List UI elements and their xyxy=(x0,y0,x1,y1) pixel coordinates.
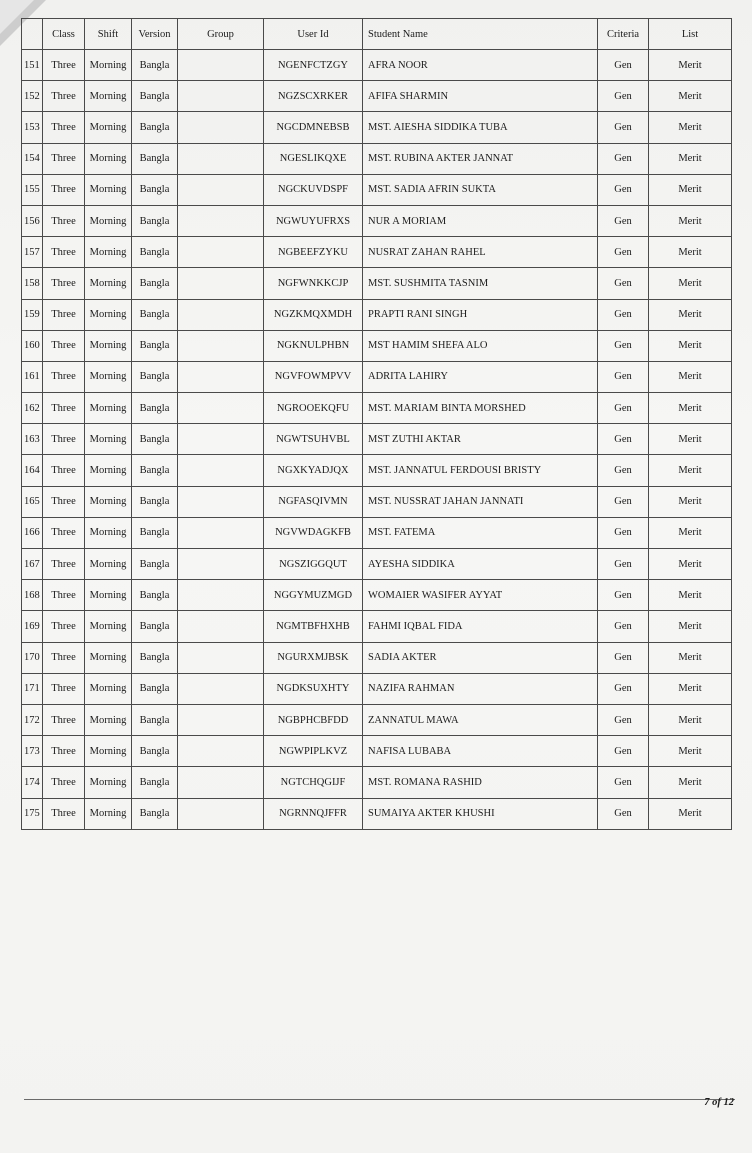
cell-class: Three xyxy=(43,767,85,798)
cell-user-id: NGXKYADJQX xyxy=(264,455,363,486)
cell-class: Three xyxy=(43,642,85,673)
cell-version: Bangla xyxy=(132,611,178,642)
cell-criteria: Gen xyxy=(598,673,649,704)
cell-criteria: Gen xyxy=(598,237,649,268)
cell-serial: 164 xyxy=(22,455,43,486)
cell-version: Bangla xyxy=(132,580,178,611)
table-row xyxy=(22,237,732,268)
cell-serial: 174 xyxy=(22,767,43,798)
cell-user-id: NGFASQIVMN xyxy=(264,486,363,517)
cell-group xyxy=(178,268,264,299)
table-row xyxy=(22,549,732,580)
table-row xyxy=(22,517,732,548)
cell-class: Three xyxy=(43,50,85,81)
table-row xyxy=(22,299,732,330)
cell-serial: 172 xyxy=(22,704,43,735)
header-shift: Shift xyxy=(85,19,132,50)
cell-version: Bangla xyxy=(132,143,178,174)
cell-user-id: NGCKUVDSPF xyxy=(264,174,363,205)
cell-student-name: MST. FATEMA xyxy=(363,517,598,548)
cell-student-name: MST. SADIA AFRIN SUKTA xyxy=(363,174,598,205)
header-user-id: User Id xyxy=(264,19,363,50)
table-row xyxy=(22,268,732,299)
table-header-row xyxy=(22,19,732,50)
cell-group xyxy=(178,143,264,174)
cell-user-id: NGZKMQXMDH xyxy=(264,299,363,330)
table-row xyxy=(22,330,732,361)
cell-group xyxy=(178,299,264,330)
cell-criteria: Gen xyxy=(598,611,649,642)
cell-list: Merit xyxy=(649,424,732,455)
cell-user-id: NGSZIGGQUT xyxy=(264,549,363,580)
cell-class: Three xyxy=(43,393,85,424)
cell-serial: 156 xyxy=(22,205,43,236)
cell-version: Bangla xyxy=(132,704,178,735)
page-number: 7 of 12 xyxy=(704,1097,734,1108)
cell-criteria: Gen xyxy=(598,393,649,424)
table-row xyxy=(22,580,732,611)
cell-list: Merit xyxy=(649,736,732,767)
cell-criteria: Gen xyxy=(598,580,649,611)
table-row xyxy=(22,736,732,767)
cell-shift: Morning xyxy=(85,798,132,829)
cell-serial: 154 xyxy=(22,143,43,174)
cell-group xyxy=(178,580,264,611)
cell-version: Bangla xyxy=(132,299,178,330)
cell-user-id: NGTCHQGIJF xyxy=(264,767,363,798)
cell-student-name: NUSRAT ZAHAN RAHEL xyxy=(363,237,598,268)
cell-student-name: AFIFA SHARMIN xyxy=(363,81,598,112)
cell-version: Bangla xyxy=(132,361,178,392)
cell-user-id: NGBEEFZYKU xyxy=(264,237,363,268)
cell-shift: Morning xyxy=(85,549,132,580)
cell-serial: 169 xyxy=(22,611,43,642)
header-criteria: Criteria xyxy=(598,19,649,50)
cell-list: Merit xyxy=(649,299,732,330)
cell-serial: 160 xyxy=(22,330,43,361)
cell-group xyxy=(178,736,264,767)
cell-serial: 151 xyxy=(22,50,43,81)
cell-criteria: Gen xyxy=(598,767,649,798)
table-row xyxy=(22,424,732,455)
table-row xyxy=(22,611,732,642)
cell-user-id: NGCDMNEBSB xyxy=(264,112,363,143)
cell-class: Three xyxy=(43,268,85,299)
cell-serial: 171 xyxy=(22,673,43,704)
cell-group xyxy=(178,393,264,424)
cell-shift: Morning xyxy=(85,736,132,767)
cell-user-id: NGMTBFHXHB xyxy=(264,611,363,642)
cell-shift: Morning xyxy=(85,330,132,361)
cell-student-name: PRAPTI RANI SINGH xyxy=(363,299,598,330)
cell-user-id: NGESLIKQXE xyxy=(264,143,363,174)
cell-student-name: SADIA AKTER xyxy=(363,642,598,673)
cell-student-name: MST. NUSSRAT JAHAN JANNATI xyxy=(363,486,598,517)
cell-user-id: NGURXMJBSK xyxy=(264,642,363,673)
cell-shift: Morning xyxy=(85,611,132,642)
cell-version: Bangla xyxy=(132,767,178,798)
cell-version: Bangla xyxy=(132,81,178,112)
table-row xyxy=(22,50,732,81)
cell-shift: Morning xyxy=(85,361,132,392)
cell-criteria: Gen xyxy=(598,330,649,361)
cell-student-name: NAFISA LUBABA xyxy=(363,736,598,767)
table-row xyxy=(22,143,732,174)
cell-serial: 167 xyxy=(22,549,43,580)
cell-group xyxy=(178,704,264,735)
table-row xyxy=(22,361,732,392)
cell-group xyxy=(178,424,264,455)
cell-class: Three xyxy=(43,798,85,829)
cell-class: Three xyxy=(43,673,85,704)
cell-class: Three xyxy=(43,237,85,268)
cell-list: Merit xyxy=(649,112,732,143)
cell-shift: Morning xyxy=(85,455,132,486)
cell-group xyxy=(178,673,264,704)
cell-shift: Morning xyxy=(85,673,132,704)
cell-serial: 168 xyxy=(22,580,43,611)
cell-group xyxy=(178,50,264,81)
cell-student-name: MST. ROMANA RASHID xyxy=(363,767,598,798)
cell-criteria: Gen xyxy=(598,299,649,330)
cell-class: Three xyxy=(43,112,85,143)
cell-user-id: NGKNULPHBN xyxy=(264,330,363,361)
cell-student-name: MST. SUSHMITA TASNIM xyxy=(363,268,598,299)
cell-student-name: ADRITA LAHIRY xyxy=(363,361,598,392)
cell-criteria: Gen xyxy=(598,455,649,486)
table-body xyxy=(22,50,732,830)
cell-shift: Morning xyxy=(85,486,132,517)
cell-list: Merit xyxy=(649,580,732,611)
cell-list: Merit xyxy=(649,704,732,735)
cell-user-id: NGWTSUHVBL xyxy=(264,424,363,455)
header-list: List xyxy=(649,19,732,50)
cell-serial: 158 xyxy=(22,268,43,299)
cell-group xyxy=(178,517,264,548)
cell-version: Bangla xyxy=(132,50,178,81)
cell-user-id: NGFWNKKCJP xyxy=(264,268,363,299)
cell-shift: Morning xyxy=(85,50,132,81)
cell-version: Bangla xyxy=(132,112,178,143)
cell-serial: 170 xyxy=(22,642,43,673)
cell-criteria: Gen xyxy=(598,268,649,299)
cell-list: Merit xyxy=(649,767,732,798)
cell-version: Bangla xyxy=(132,642,178,673)
cell-student-name: MST ZUTHI AKTAR xyxy=(363,424,598,455)
cell-serial: 152 xyxy=(22,81,43,112)
cell-serial: 175 xyxy=(22,798,43,829)
cell-criteria: Gen xyxy=(598,81,649,112)
cell-group xyxy=(178,767,264,798)
cell-student-name: NUR A MORIAM xyxy=(363,205,598,236)
cell-list: Merit xyxy=(649,50,732,81)
cell-user-id: NGVWDAGKFB xyxy=(264,517,363,548)
cell-shift: Morning xyxy=(85,517,132,548)
cell-list: Merit xyxy=(649,237,732,268)
cell-group xyxy=(178,455,264,486)
cell-version: Bangla xyxy=(132,424,178,455)
table-row xyxy=(22,455,732,486)
cell-student-name: WOMAIER WASIFER AYYAT xyxy=(363,580,598,611)
cell-class: Three xyxy=(43,174,85,205)
header-version: Version xyxy=(132,19,178,50)
cell-criteria: Gen xyxy=(598,736,649,767)
cell-class: Three xyxy=(43,517,85,548)
cell-version: Bangla xyxy=(132,330,178,361)
table-row xyxy=(22,81,732,112)
cell-user-id: NGWPIPLKVZ xyxy=(264,736,363,767)
cell-serial: 165 xyxy=(22,486,43,517)
cell-shift: Morning xyxy=(85,642,132,673)
cell-user-id: NGROOEKQFU xyxy=(264,393,363,424)
cell-class: Three xyxy=(43,704,85,735)
table-row xyxy=(22,393,732,424)
cell-group xyxy=(178,798,264,829)
cell-serial: 161 xyxy=(22,361,43,392)
cell-student-name: MST. MARIAM BINTA MORSHED xyxy=(363,393,598,424)
cell-list: Merit xyxy=(649,611,732,642)
cell-criteria: Gen xyxy=(598,424,649,455)
cell-class: Three xyxy=(43,611,85,642)
cell-shift: Morning xyxy=(85,237,132,268)
cell-version: Bangla xyxy=(132,393,178,424)
cell-shift: Morning xyxy=(85,393,132,424)
cell-version: Bangla xyxy=(132,736,178,767)
merit-list-table xyxy=(21,18,732,830)
cell-shift: Morning xyxy=(85,143,132,174)
header-student-name: Student Name xyxy=(363,19,598,50)
table-row xyxy=(22,112,732,143)
header-class: Class xyxy=(43,19,85,50)
cell-group xyxy=(178,205,264,236)
cell-user-id: NGBPHCBFDD xyxy=(264,704,363,735)
cell-version: Bangla xyxy=(132,673,178,704)
cell-class: Three xyxy=(43,143,85,174)
cell-group xyxy=(178,642,264,673)
cell-version: Bangla xyxy=(132,174,178,205)
cell-criteria: Gen xyxy=(598,704,649,735)
cell-student-name: MST HAMIM SHEFA ALO xyxy=(363,330,598,361)
cell-class: Three xyxy=(43,81,85,112)
cell-serial: 153 xyxy=(22,112,43,143)
cell-student-name: MST. RUBINA AKTER JANNAT xyxy=(363,143,598,174)
cell-group xyxy=(178,330,264,361)
footer-rule xyxy=(24,1099,735,1100)
cell-class: Three xyxy=(43,736,85,767)
cell-shift: Morning xyxy=(85,299,132,330)
cell-criteria: Gen xyxy=(598,205,649,236)
cell-class: Three xyxy=(43,299,85,330)
cell-student-name: ZANNATUL MAWA xyxy=(363,704,598,735)
cell-group xyxy=(178,237,264,268)
cell-list: Merit xyxy=(649,642,732,673)
cell-class: Three xyxy=(43,580,85,611)
table-row xyxy=(22,798,732,829)
cell-serial: 157 xyxy=(22,237,43,268)
cell-user-id: NGWUYUFRXS xyxy=(264,205,363,236)
cell-class: Three xyxy=(43,361,85,392)
cell-user-id: NGRNNQJFFR xyxy=(264,798,363,829)
cell-student-name: FAHMI IQBAL FIDA xyxy=(363,611,598,642)
cell-shift: Morning xyxy=(85,174,132,205)
cell-student-name: MST. AIESHA SIDDIKA TUBA xyxy=(363,112,598,143)
cell-version: Bangla xyxy=(132,798,178,829)
cell-class: Three xyxy=(43,424,85,455)
table-row xyxy=(22,174,732,205)
cell-serial: 166 xyxy=(22,517,43,548)
cell-list: Merit xyxy=(649,798,732,829)
cell-version: Bangla xyxy=(132,268,178,299)
header-serial xyxy=(22,19,43,50)
cell-student-name: SUMAIYA AKTER KHUSHI xyxy=(363,798,598,829)
cell-user-id: NGDKSUXHTY xyxy=(264,673,363,704)
cell-user-id: NGZSCXRKER xyxy=(264,81,363,112)
cell-group xyxy=(178,81,264,112)
cell-list: Merit xyxy=(649,143,732,174)
cell-list: Merit xyxy=(649,330,732,361)
cell-criteria: Gen xyxy=(598,112,649,143)
cell-serial: 155 xyxy=(22,174,43,205)
cell-criteria: Gen xyxy=(598,361,649,392)
cell-student-name: AYESHA SIDDIKA xyxy=(363,549,598,580)
cell-group xyxy=(178,549,264,580)
cell-list: Merit xyxy=(649,673,732,704)
table-row xyxy=(22,704,732,735)
cell-group xyxy=(178,486,264,517)
cell-version: Bangla xyxy=(132,237,178,268)
cell-student-name: MST. JANNATUL FERDOUSI BRISTY xyxy=(363,455,598,486)
cell-class: Three xyxy=(43,455,85,486)
cell-shift: Morning xyxy=(85,704,132,735)
cell-version: Bangla xyxy=(132,549,178,580)
cell-group xyxy=(178,361,264,392)
cell-criteria: Gen xyxy=(598,174,649,205)
cell-shift: Morning xyxy=(85,205,132,236)
cell-shift: Morning xyxy=(85,112,132,143)
cell-shift: Morning xyxy=(85,424,132,455)
cell-list: Merit xyxy=(649,549,732,580)
cell-shift: Morning xyxy=(85,767,132,798)
cell-version: Bangla xyxy=(132,486,178,517)
table-row xyxy=(22,767,732,798)
cell-group xyxy=(178,174,264,205)
cell-serial: 173 xyxy=(22,736,43,767)
cell-list: Merit xyxy=(649,174,732,205)
cell-criteria: Gen xyxy=(598,642,649,673)
cell-list: Merit xyxy=(649,81,732,112)
cell-group xyxy=(178,112,264,143)
cell-shift: Morning xyxy=(85,268,132,299)
cell-list: Merit xyxy=(649,393,732,424)
table-row xyxy=(22,205,732,236)
cell-criteria: Gen xyxy=(598,486,649,517)
cell-criteria: Gen xyxy=(598,798,649,829)
cell-class: Three xyxy=(43,486,85,517)
cell-list: Merit xyxy=(649,455,732,486)
cell-shift: Morning xyxy=(85,580,132,611)
cell-criteria: Gen xyxy=(598,50,649,81)
cell-version: Bangla xyxy=(132,517,178,548)
table-row xyxy=(22,486,732,517)
cell-class: Three xyxy=(43,549,85,580)
table-row xyxy=(22,642,732,673)
cell-user-id: NGGYMUZMGD xyxy=(264,580,363,611)
cell-version: Bangla xyxy=(132,455,178,486)
cell-serial: 162 xyxy=(22,393,43,424)
cell-class: Three xyxy=(43,205,85,236)
cell-list: Merit xyxy=(649,517,732,548)
cell-criteria: Gen xyxy=(598,517,649,548)
cell-user-id: NGVFOWMPVV xyxy=(264,361,363,392)
cell-serial: 163 xyxy=(22,424,43,455)
cell-student-name: NAZIFA RAHMAN xyxy=(363,673,598,704)
cell-student-name: AFRA NOOR xyxy=(363,50,598,81)
cell-group xyxy=(178,611,264,642)
cell-user-id: NGENFCTZGY xyxy=(264,50,363,81)
header-group: Group xyxy=(178,19,264,50)
cell-list: Merit xyxy=(649,486,732,517)
cell-list: Merit xyxy=(649,205,732,236)
cell-shift: Morning xyxy=(85,81,132,112)
cell-class: Three xyxy=(43,330,85,361)
cell-criteria: Gen xyxy=(598,143,649,174)
cell-list: Merit xyxy=(649,361,732,392)
cell-list: Merit xyxy=(649,268,732,299)
table-row xyxy=(22,673,732,704)
cell-criteria: Gen xyxy=(598,549,649,580)
cell-version: Bangla xyxy=(132,205,178,236)
cell-serial: 159 xyxy=(22,299,43,330)
